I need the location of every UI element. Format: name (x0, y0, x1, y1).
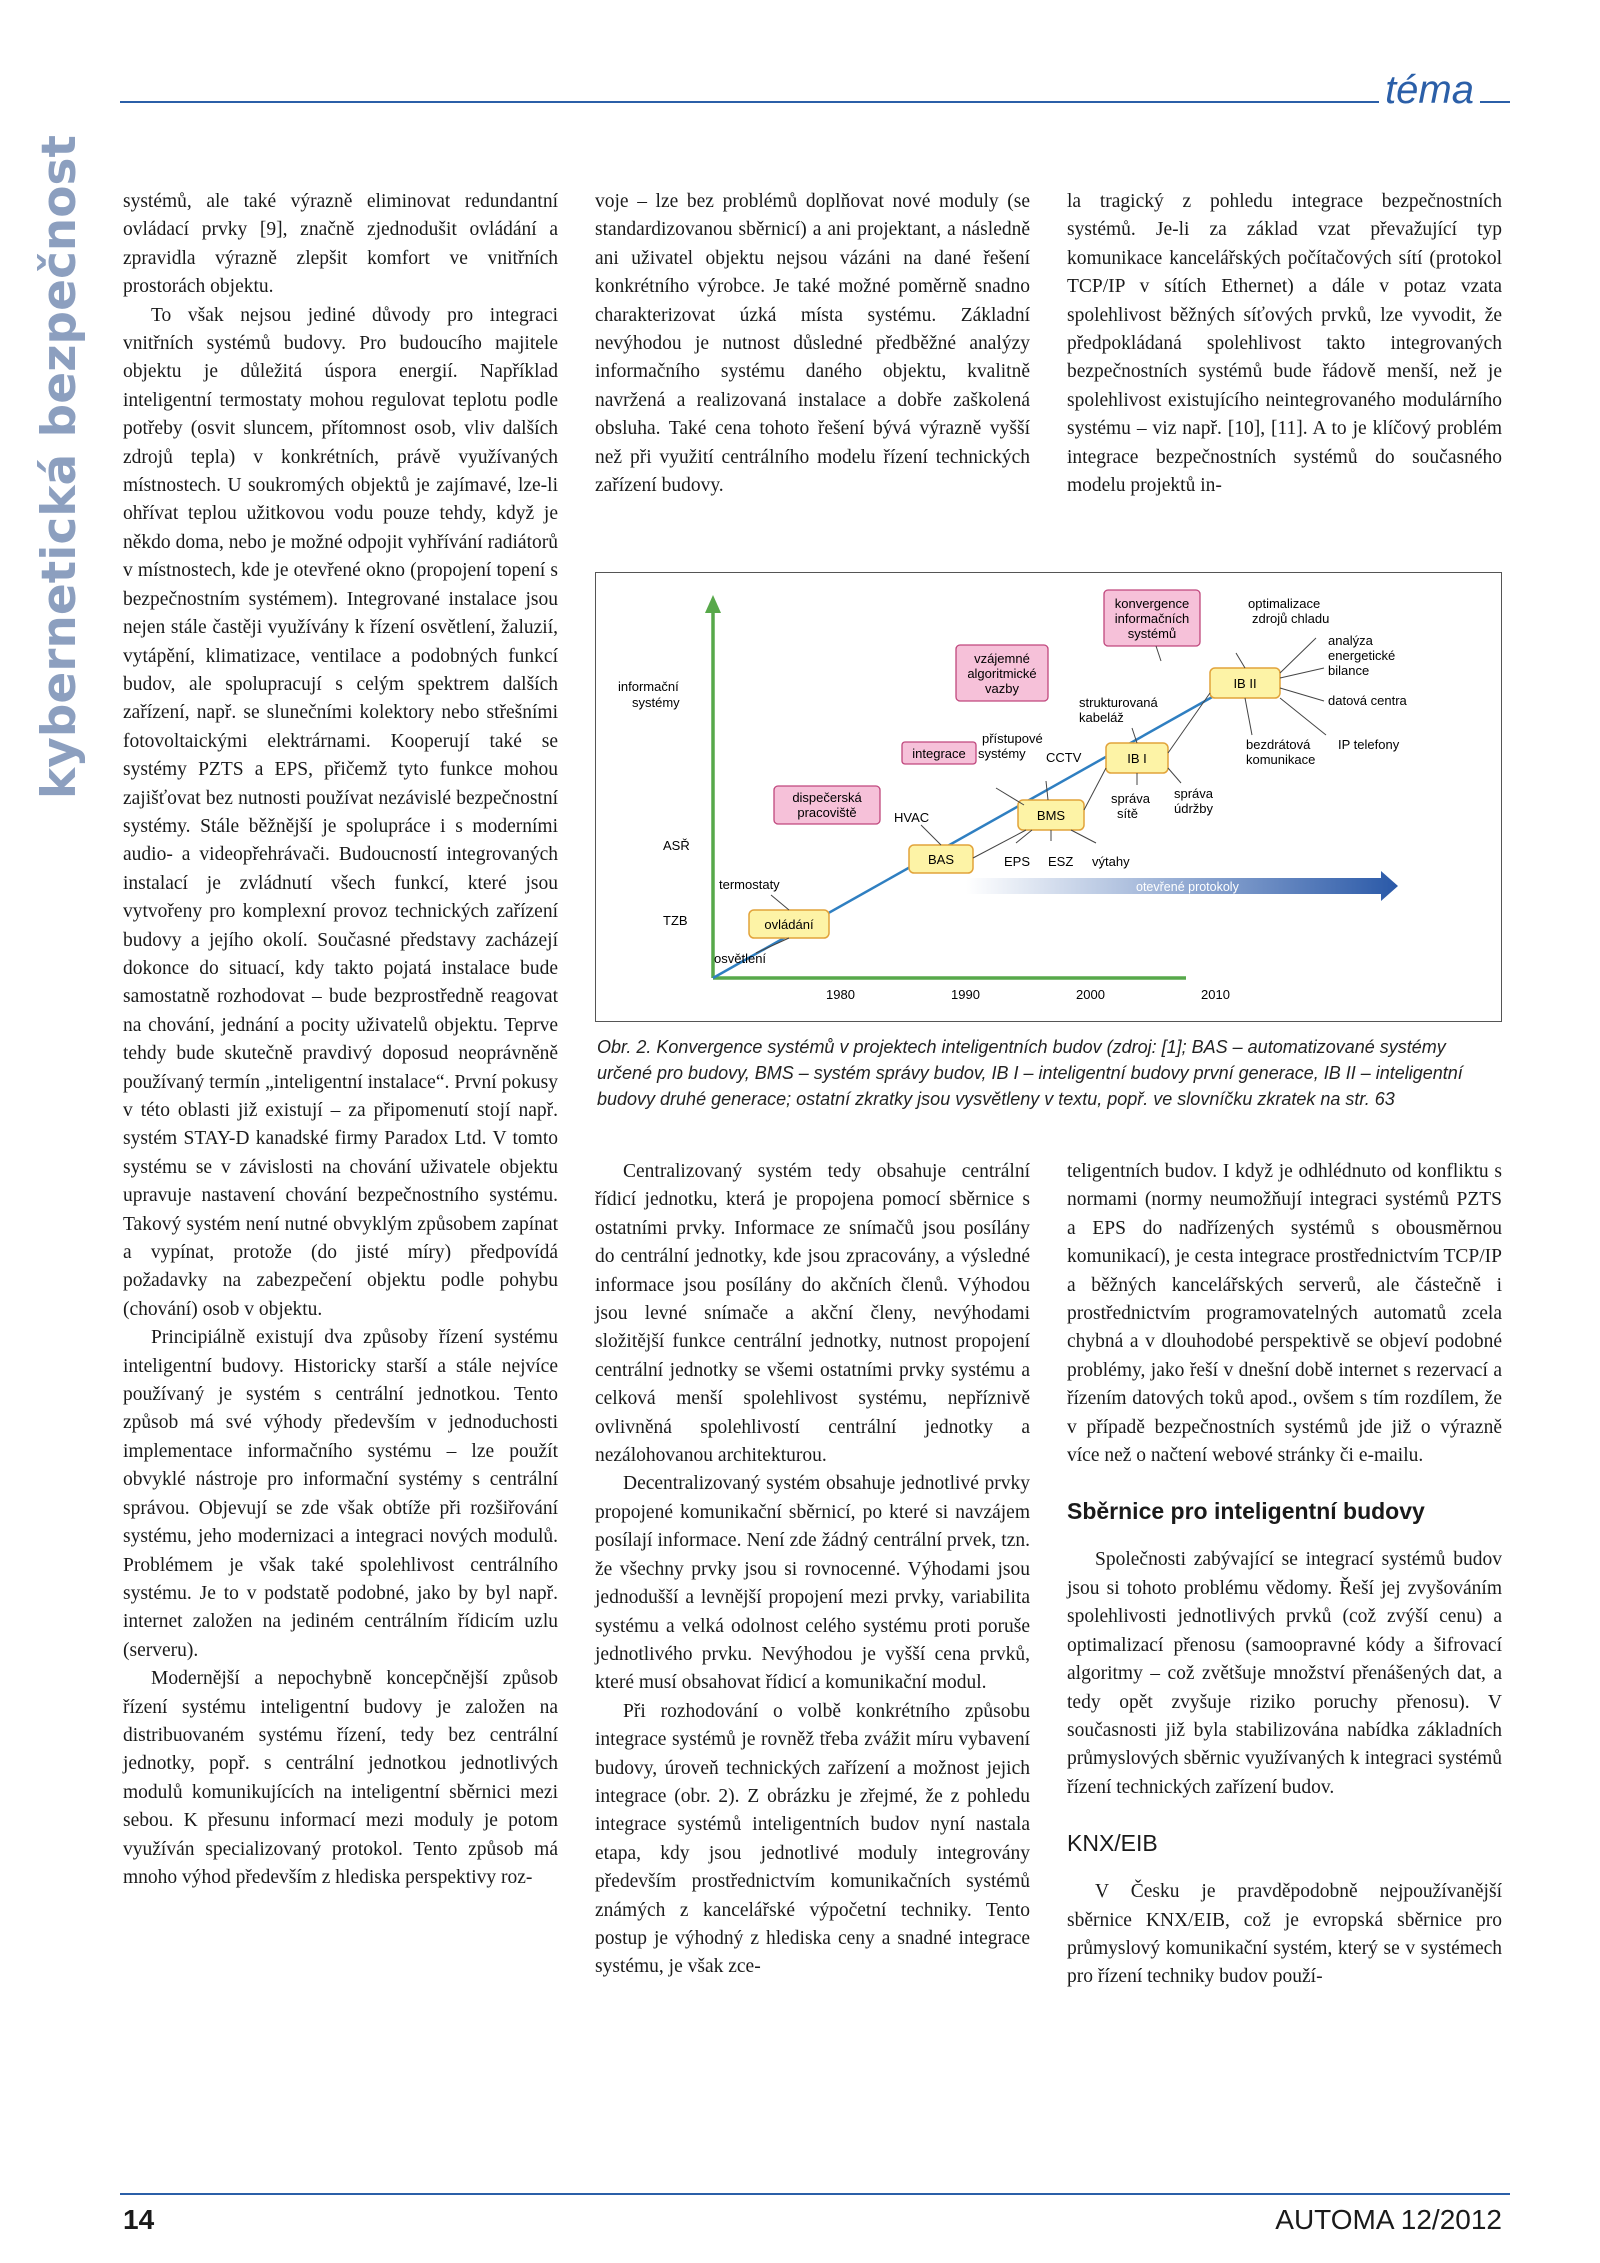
heading-sbernice: Sběrnice pro inteligentní budovy (1067, 1498, 1425, 1525)
x-tick-1990: 1990 (951, 987, 980, 1002)
paragraph: Modernější a nepochybně koncepčnější způsob řízení systému inteligentní budovy je založen na distribuovaném systému řízení, tedy bez centrální jednotky, popř. s centrální jednotkou jednotlivých modulů komunikujících na inteligentní sběrnici mezi sebou. K přesunu informací mezi moduly je potom využíván specializovaný protokol. Tento způsob má mnoho výhod především z hlediska perspektivy roz- (123, 1668, 558, 1888)
connector (1071, 830, 1096, 843)
label-strukturovana (1079, 695, 1159, 725)
connector (921, 825, 941, 845)
box-konvergence-label-1: konvergence (1114, 596, 1190, 611)
label-osvetleni: osvětlení (714, 951, 767, 966)
connector (1280, 698, 1326, 735)
box-vzajemne-label-1: vzájemné (974, 651, 1030, 666)
connector (1280, 638, 1316, 673)
label-sprava-site-2: sítě (1117, 806, 1138, 821)
header-rule (120, 101, 1510, 103)
label-analyza-1: analýza (1328, 633, 1373, 648)
box-dispecerska-label-2: pracoviště (797, 805, 857, 820)
connector (996, 788, 1024, 805)
label-cctv: CCTV (1046, 750, 1082, 765)
label-sprava-udrzby (1174, 786, 1214, 816)
label-sprava-site-1: správa (1111, 791, 1151, 806)
connector (1280, 688, 1324, 701)
box-konvergence-label-2: informačních (1114, 611, 1190, 626)
connector (1168, 693, 1210, 753)
figure-caption: Obr. 2. Konvergence systémů v projektech inteligentních budov (zdroj: [1]; BAS – automatizované systémy určené pro budovy, BMS – systém správy budov, IB I – inteligentní budovy první generace, IB II – inteligentní budovy druhé generace; ostatní zkratky jsou vysvětleny v textu, popř. ve slovníčku zkratek na str. 63 (597, 1037, 1463, 1109)
x-tick-2010: 2010 (1201, 987, 1230, 1002)
section-label: téma (1379, 70, 1480, 110)
connector (771, 895, 789, 910)
connector (1245, 698, 1252, 735)
footer-rule (120, 2193, 1510, 2195)
paragraph: voje – lze bez problémů doplňovat nové moduly (se standardizovanou sběrnicí) a ani projektant, a následně ani uživatel objektu nejsou vázáni na dané řešení konkrétního výrobce. Je také možné poměrně snadno charakterizovat úzká místa systému. Základní nevýhodou je nutnost důsledné předběžné analýzy informačního systému daného objektu, kvalitně navržená a realizovaná instalace a dobře zaškolená obsluha. Také cena tohoto řešení bývá výrazně vyšší než při využití centrálního modelu řízení technických zařízení budovy. (595, 191, 1030, 497)
box-vzajemne-label-2: algoritmické (967, 666, 1037, 681)
x-tick-1980: 1980 (826, 987, 855, 1002)
label-analyza (1328, 633, 1395, 678)
label-vytahy: výtahy (1092, 854, 1130, 869)
label-pristupove-1: přístupové (982, 731, 1043, 746)
paragraph: Při rozhodování o volbě konkrétního způsobu integrace systémů je rovněž třeba zvážit míru vybavení budovy, úroveň technických zařízení a možnost jejich integrace (obr. 2). Z obrázku je zřejmé, že z pohledu integrace systémů inteligentních budov nyní nastala etapa, kdy jsou jednotlivé moduly integrovány především prostřednictvím komunikačních systémů známých z kancelářské výpočetní techniky. Tento postup je výhodný z hlediska ceny a snadné integrace systému, je však zce- (595, 1700, 1030, 1978)
sidebar-title: kybernetická bezpečnost (32, 135, 87, 800)
label-strukturovana-1: strukturovaná (1079, 695, 1158, 710)
label-pristupove-2: systémy (978, 746, 1026, 761)
heading-knx: KNX/EIB (1067, 1830, 1158, 1857)
label-analyza-2: energetické (1328, 648, 1396, 663)
y-label-info-1: informační (618, 679, 679, 694)
connector (1280, 668, 1324, 678)
label-eps: EPS (1004, 854, 1031, 869)
label-optimalizace-1: optimalizace (1248, 596, 1321, 611)
connector (1084, 768, 1106, 810)
paragraph: Principiálně existují dva způsoby řízení systému inteligentní budovy. Historicky starší a stále nejvíce používaný je systém s centrální jednotkou. Tento způsob má své výhody především v jednoduchosti implementace informačního systému – lze použít obvyklé nástroje pro informační systémy s centrální správou. Objevují se zde však obtíže při rozšiřování systému, jeho modernizaci a integraci nových modulů. Problémem je však také spolehlivost centrálního systému. Je to v podstatě podobné, jako by byl např. internet založen na jediném centrálním řídicím uzlu (serveru). (123, 1327, 558, 1661)
column-2-top (595, 188, 1030, 500)
label-analyza-3: bilance (1328, 663, 1370, 678)
y-label-info-2: systémy (632, 695, 680, 710)
label-termostaty: termostaty (719, 877, 780, 892)
label-esz: ESZ (1048, 854, 1074, 869)
label-bezdratova-2: komunikace (1246, 752, 1316, 767)
y-label-info (618, 679, 680, 710)
label-ip-telefony: IP telefony (1338, 737, 1400, 752)
column-1 (123, 188, 558, 1892)
y-axis-arrow (705, 595, 721, 613)
y-label-asr: ASŘ (663, 838, 690, 853)
label-open-protocols: otevřené protokoly (1136, 880, 1239, 894)
connector (1168, 768, 1181, 783)
label-hvac: HVAC (894, 810, 930, 825)
label-strukturovana-2: kabeláž (1079, 710, 1124, 725)
label-bezdratova-1: bezdrátová (1246, 737, 1311, 752)
box-ib2-label: IB II (1233, 676, 1257, 691)
connector (1156, 646, 1161, 661)
box-bms-label: BMS (1036, 808, 1066, 823)
connector (1236, 653, 1245, 668)
paragraph: Decentralizovaný systém obsahuje jednotlivé prvky propojené komunikační sběrnicí, po které si navzájem posílají informace. Není zde žádný centrální prvek, tzn. že všechny prvky jsou si rovnocenné. Výhodami jsou jednodušší a levnější propojení mezi prvky, variabilita systému a velká odolnost celého systému proti poruše jednotlivého prvku. Nevýhodou je vyšší cena prvků, které musí obsahovat řídicí a komunikační modul. (595, 1473, 1030, 1694)
issue-number: 12/2012 (1400, 2204, 1502, 2235)
box-dispecerska-label (792, 790, 862, 820)
column-3-top (1067, 188, 1502, 500)
box-bas-label: BAS (927, 852, 955, 867)
magazine-name: AUTOMA (1275, 2204, 1393, 2235)
box-ib1-label: IB I (1127, 751, 1147, 766)
convergence-diagram (596, 573, 1503, 1023)
label-optimalizace-2: zdrojů chladu (1252, 611, 1330, 626)
box-integrace-label: integrace (912, 746, 966, 761)
column-2-bottom (595, 1158, 1030, 1982)
box-konvergence-label-3: systémů (1127, 626, 1177, 641)
x-tick-2000: 2000 (1076, 987, 1105, 1002)
box-dispecerska-label-1: dispečerská (792, 790, 862, 805)
sidebar (30, 135, 90, 855)
page-number: 14 (123, 2204, 155, 2235)
label-datova-centra: datová centra (1328, 693, 1407, 708)
label-pristupove (978, 731, 1043, 761)
label-optimalizace (1248, 596, 1329, 626)
paragraph: la tragický z pohledu integrace bezpečnostních systémů. Je-li za základ vzat převažující typ komunikace kancelářských počítačových sítí (protokol TCP/IP v sítích Ethernet) a dále v potaz vzata spolehlivost běžných síťových prvků, lze vyvodit, že předpokládaná spolehlivost takto integrovaných bezpečnostních systémů bude řádově menší, než je spolehlivost existujícího neintegrovaného modulárního systému – viz např. [10], [11]. A to je klíčový problém integrace bezpečnostních systémů do současného modelu projektů in- (1067, 191, 1502, 497)
box-ovladani-label: ovládání (764, 917, 814, 932)
label-sprava-udrzby-1: správa (1174, 786, 1214, 801)
connector (1016, 830, 1032, 843)
label-sprava-udrzby-2: údržby (1174, 801, 1214, 816)
box-vzajemne-label-3: vazby (985, 681, 1019, 696)
figure-convergence (595, 572, 1502, 1022)
label-sprava-site (1111, 791, 1151, 821)
paragraph: To však nejsou jediné důvody pro integraci vnitřních systémů budovy. Pro budoucího majitele objektu je důležitá úspora energií. Například inteligentní termostaty mohou regulovat teplotu podle potřeby (osvit sluncem, přítomnost osob, vliv dalších zdrojů tepla) v konkrétních, právě využívaných místnostech. U soukromých objektů je zajímavé, lze-li ohřívat teplou užitkovou vodu pouze tehdy, když je někdo doma, nebo je možné odpojit vyhřívání radiátorů v místnostech, kde je otevřené okno (propojení topení s bezpečnostním systémem). Integrované instalace jsou nejen stále častěji využívány k řízení osvětlení, žaluzií, vytápění, klimatizace, ventilace a podobných funkcí budov, ale spolupracují s celým spektrem dalších zařízení, např. se slunečními kolektory nebo střešními fotovoltaickými elektrárnami. Kooperují také se systémy PZTS a EPS, přičemž tyto funkce mohou zajišťovat bez nutnosti používat nezávislé bezpečnostní systémy. Stále běžnější je spolupráce i s moderními audio- a videopřehrávači. Budoucností integrovaných instalací je zvládnutí všech funkcí, které jsou vytvořeny pro komplexní provoz technických zařízení budovy a jejího okolí. Současné představy zacházejí dokonce do situací, kdy takto pojatá instalace bude samostatně rozhodovat – bude bezprostředně reagovat na chování, jednání a pocity uživatelů objektu. Teprve tehdy bude skutečně pravdivý doposud neoprávněně používaný termín „inteligentní instalace“. První pokusy v této oblasti již existují – za připomenutí stojí např. systém STAY-D kanadské firmy Paradox Ltd. V tomto systému se v závislosti na chování uživatele objektu upravuje nastavení chování bezpečnostního systému. Takový systém není nutné obvyklým způsobem zapínat a vypínat, protože (do jisté míry) předpovídá požadavky na zabezpečení objektu podle pohybu (chování) osob v objektu. (123, 304, 558, 1320)
column-3-bottom (1067, 1158, 1502, 1992)
y-label-tzb: TZB (663, 913, 688, 928)
paragraph: systémů, ale také výrazně eliminovat redundantní ovládací prvky [9], značně zjednodušit ovládání a zpravidla výrazně zlepšit komfort ve vnitřních prostorách objektu. (123, 191, 558, 298)
paragraph: Centralizovaný systém tedy obsahuje centrální řídicí jednotku, která je propojena pomocí sběrnice s ostatními prvky. Informace ze snímačů jsou posílány do centrální jednotky, kde jsou zpracovány, a výsledné informace jsou posílány do akčních členů. Výhodou jsou levné snímače a akční členy, nevýhodami složitější funkce centrální jednotky, nutnost propojení centrální jednotky se všemi ostatními prvky systému a celková menší spolehlivost systému, nepříznivě ovlivněná spolehlivostí centrální jednotky a nezálohovanou architekturou. (595, 1161, 1030, 1467)
magazine-issue (1275, 2204, 1502, 2236)
paragraph: V Česku je pravděpodobně nejpoužívanější sběrnice KNX/EIB, což je evropská sběrnice pro průmyslový komunikační systém, který se v systémech pro řízení techniky budov použí- (1067, 1881, 1502, 1988)
label-bezdratova (1246, 737, 1315, 767)
paragraph: Společnosti zabývající se integrací systémů budov jsou si tohoto problému vědomy. Řeší jej zvyšováním spolehlivosti jednotlivých prvků (což zvýší cenu) a optimalizací přenosu (samoopravné kódy a šifrovací algoritmy – což zvětšuje množství přenášených dat, a tedy opět zvyšuje riziko poruchy přenosu). V současnosti již byla stabilizována nabídka základních průmyslových sběrnic využívaných k integraci systémů řízení technických zařízení budov. (1067, 1549, 1502, 1798)
paragraph: teligentních budov. I když je odhlédnuto od konfliktu s normami (normy neumožňují integraci systémů PZTS a EPS do nadřízených systémů s obousměrnou komunikací), je cesta integrace prostřednictvím TCP/IP a běžných kancelářských serverů, ale částečně i prostřednictvím programovatelných automatů zcela chybná a v dlouhodobé perspektivě se objeví podobné problémy, jako řeší v dnešní době internet s rezervací a řízením datových toků apod., ovšem s tím rozdílem, že v případě bezpečnostních systémů jde již o výrazně více než o načtení webové stránky či e-mailu. (1067, 1161, 1502, 1467)
